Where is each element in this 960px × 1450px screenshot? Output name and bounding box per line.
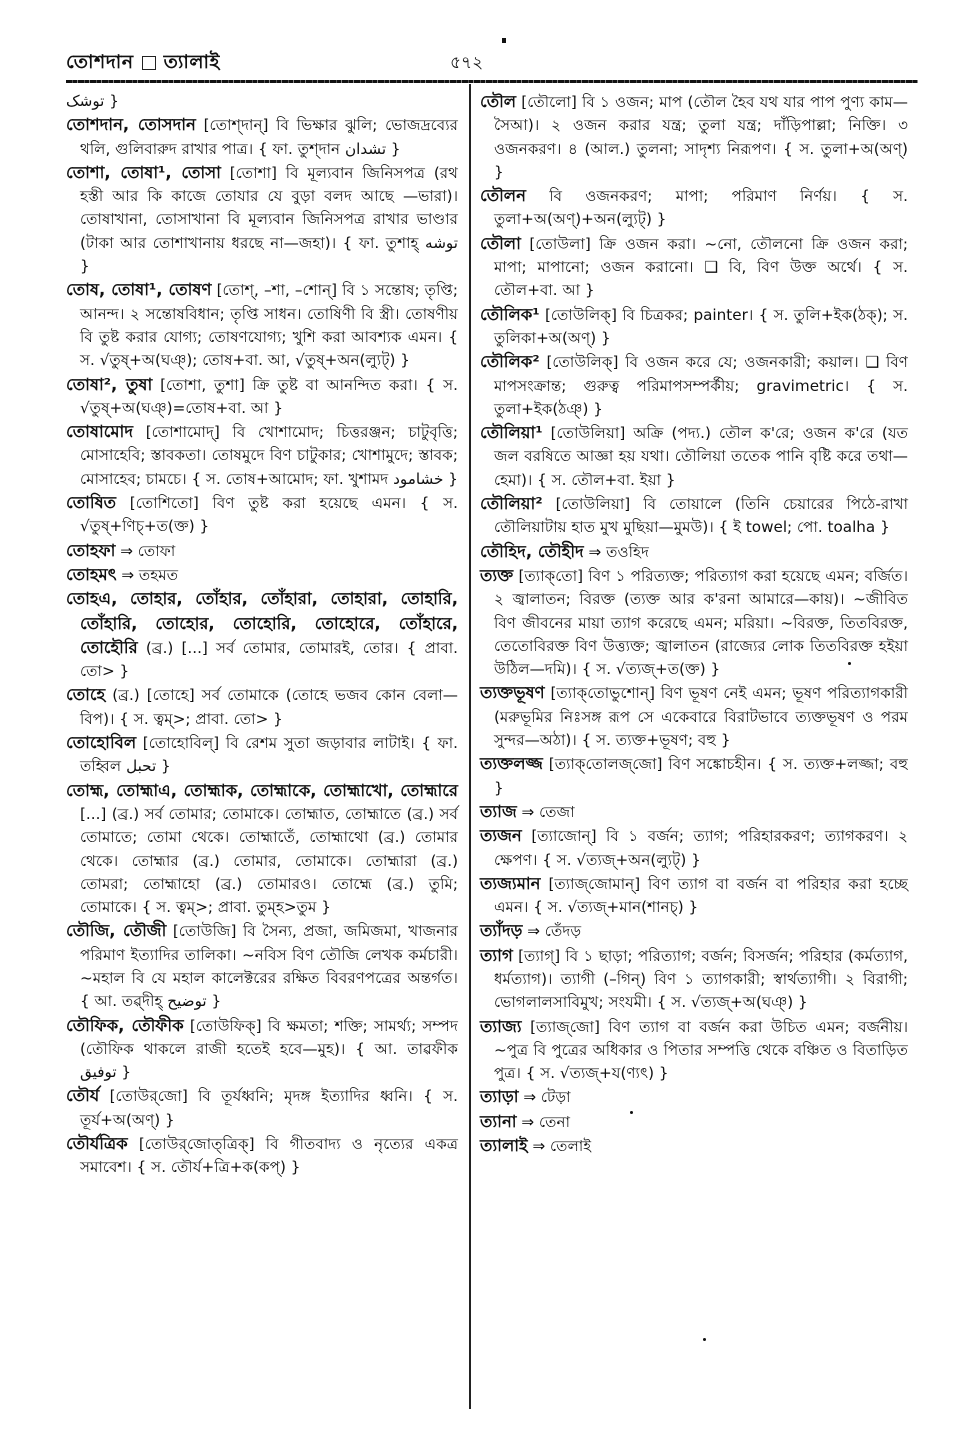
entry-headword: তৌহিদ, তৌহীদ — [480, 541, 584, 561]
dictionary-entry — [480, 492, 908, 540]
guide-word-last: ত্যালাই — [163, 51, 220, 73]
entry-headword: তোহে — [66, 685, 106, 705]
scan-speck — [630, 1111, 633, 1114]
dictionary-entry — [66, 491, 458, 539]
entry-headword: তৌলিক² — [480, 352, 540, 372]
entry-headword: ত্যানা — [480, 1111, 517, 1131]
entry-definition: ⇒ তেজা — [521, 802, 575, 821]
entry-definition: ⇒ তেঁদড় — [527, 922, 582, 941]
dictionary-entry — [480, 184, 908, 232]
entry-definition: [তোশিতো] বিণ তুষ্ট করা হয়েছে এমন। { স. √তুষ্‌+ণিচ্‌+ত(ক্ত) } — [80, 494, 459, 536]
entry-headword: তৌলা — [480, 233, 521, 253]
entry-definition: ⇒ টেড়া — [523, 1088, 571, 1107]
entry-headword: তৌলন — [480, 186, 526, 206]
entry-headword: তোহমৎ — [66, 564, 117, 584]
entry-headword: তৌলিয়া² — [480, 494, 543, 514]
entry-definition: [তোউর্‌জোত্‌ত্রিক্‌] বি গীতবাদ্য ও নৃত্যের একত্র সমাবেশ। { স. তৌর্য+ত্রি+ক(কপ্‌) } — [80, 1135, 459, 1177]
entry-headword: তোহফা — [66, 540, 116, 560]
dictionary-entry — [480, 303, 908, 351]
dictionary-entry — [66, 1084, 458, 1132]
dictionary-entry — [66, 683, 458, 731]
dictionary-entry — [480, 90, 908, 184]
guide-words — [66, 48, 220, 80]
entry-headword: ত্যক্তলজ্জ — [480, 754, 543, 774]
entry-headword: তৌর্যত্রিক — [66, 1134, 128, 1154]
entry-definition: [তোউলিক্‌] বি চিত্রকর; painter। { স. তুলি+ইক(ঠক্‌); স. তুলিকা+অ(অণ্‌) } — [494, 305, 909, 347]
entry-definition: [তোউলিয়া] বি তোয়ালে (তিনি চেয়ারের পিঠে-রাখা তৌলিয়াটায় হাত মুখ মুছিয়া—মুমউ)। { ই towel; পো. toalha } — [494, 495, 908, 537]
dictionary-entry — [66, 919, 458, 1013]
dictionary-entry — [66, 90, 458, 113]
entry-headword: ত্যজন — [480, 826, 522, 846]
dictionary-entry — [480, 232, 908, 303]
dictionary-entry — [66, 779, 458, 920]
dictionary-entry — [66, 373, 458, 421]
entry-definition: ⇒ তোফা — [120, 541, 176, 560]
entry-definition: [ত্যাজ্‌জো] বিণ ত্যাগ বা বর্জন করা উচিত এমন; বর্জনীয়। ~পুত্র বি পুত্রের অধিকার ও পিতার সম্পত্তি থেকে বঞ্চিত ও বিতাড়িত পুত্র। { স. √ত্যজ্‌+য(ণ্যৎ) } — [494, 1017, 908, 1083]
entry-headword: তোষ, তোষা¹, তোষণ — [66, 280, 212, 300]
entry-headword: তোষামোদ — [66, 422, 133, 442]
entry-headword: ত্যক্তভূষণ — [480, 683, 545, 703]
entry-definition: [...] (ব্র.) সর্ব তোমার; তোমাকে। তোহ্মাত, তোহ্মাতে (ব্র.) সর্ব তোমাতে; তোমা থেকে। তোহ্মাতেঁ, তোহ্মাথো (ব্র.) তোমার থেকে। তোহ্মার (ব্র.) তোমার, তোমাকে। তোহ্মারা (ব্র.) তোমরা; তোহ্মাহো (ব্র.) তোমারও। তোহ্মে (ব্র.) তুমি; তোমাকে। { স. ত্বম্‌>; প্রাবা. তুম্হ>তুম } — [80, 804, 458, 917]
entry-headword: ত্যজ্যমান — [480, 873, 541, 893]
dictionary-entry — [480, 681, 908, 752]
entry-definition: ⇒ তেলাই — [532, 1137, 592, 1156]
entry-headword: তোহএ, তোহার, তোঁহার, তোঁহারা, তোহারা, তোহারি, তোঁহারি, তোহোর, তোহোরি, তোহোরে, তোঁহারে, তোহৌরি — [66, 589, 458, 657]
scan-speck — [703, 1338, 706, 1341]
entry-headword: তৌল — [480, 92, 517, 111]
entry-definition: [ত্যাগ্‌] বি ১ ছাড়া; পরিত্যাগ; বর্জন; বিসর্জন; পরিহার (কর্মত্যাগ, ধর্মত্যাগ)। ত্যাগী (–গিন্‌) বিণ ১ ত্যাগকারী; স্বার্থত্যাগী। ২ বিরাগী; ভোগলালসাবিমুখ; সংযমী। { স. √ত্যজ্‌+অ(ঘঞ্‌) } — [494, 946, 909, 1012]
dictionary-entry — [480, 540, 908, 564]
dictionary-entry — [480, 872, 908, 920]
page-number: ৫৭২ — [450, 53, 484, 73]
page-header — [66, 48, 916, 78]
entry-definition: [ত্যাজোন্‌] বি ১ বর্জন; ত্যাগ; পরিহারকরণ; ত্যাগকরণ। ২ ক্ষেপণ। { স. √ত্যজ্‌+অন(ল্যুট্‌) } — [494, 827, 909, 869]
entry-definition: توشک } — [66, 92, 119, 110]
entry-definition: [ত্যাক্‌তোভুশোন্‌] বিণ ভূষণ নেই এমন; ভূষণ পরিত্যাগকারী (মরুভূমির নিঃসঙ্গ রূপ সে একেবারে বিরাটভাবে ত্যক্তভূষণ ও পরম সুন্দর—অঠা)। { স. ত্যক্ত+ভূষণ; বহু } — [494, 684, 908, 750]
entry-definition: [তোশ্‌, –শা, –শোন্‌] বি ১ সন্তোষ; তৃপ্তি; আনন্দ। ২ সন্তোষবিধান; তৃপ্তি সাধন। তোষিণী বি স্ত্রী। তোষণীয় বি তুষ্ট করার যোগ্য; তোষণযোগ্য; খুশি করা আবশ্যক এমন। { স. √তুষ্‌+অ(ঘঞ্‌); তোষ+বা. আ, √তুষ্‌+অন(ল্যুট্‌) } — [80, 281, 459, 370]
entry-definition: [তোশা, তুশা] ক্রি তুষ্ট বা আনন্দিত করা। { স. √তুষ্‌+অ(ঘঞ্‌)=তোষ+বা. আ } — [80, 375, 459, 417]
entry-definition: (ব্র.) [...] সর্ব তোমার, তোমারই, তোর। { প্রাবা. তো> } — [80, 638, 459, 681]
entry-headword: ত্যাঁদড় — [480, 921, 523, 941]
dictionary-entry — [480, 1085, 908, 1109]
entry-headword: তৌজি, তৌজী — [66, 921, 167, 941]
entry-definition: [তোহোবিল্‌] বি রেশম সুতা জড়াবার লাটাই। { ফা. তহ্বিল تحبل } — [80, 734, 458, 776]
dictionary-entry — [480, 1134, 908, 1158]
dictionary-entry — [66, 420, 458, 491]
entry-definition: [তোশা] বি মূল্যবান জিনিসপত্র (রথ হস্তী আর কি কাজে তোযার যে বুড়া বলদ আছে —ভারা)। তোষাখানা, তোসাখানা বি মূল্যবান জিনিসপত্র রাখার ভাণ্ডার (টাকা আর তোশাখানায় ধরছে না—জহা)। { ফা. তুশাহ্‌ توشه } — [80, 163, 458, 276]
right-column — [480, 90, 908, 1158]
entry-definition: [তোশামোদ্‌] বি খোশামোদ; চিত্তরঞ্জন; চাটুবৃত্তি; মোসাহেবি; স্তাবকতা। তোষমুদে বিণ চাটুকার; খোশামুদে; স্তাবক; মোসাহেব; চামচে। { স. তোষ+আমোদ; ফা. খুশামদ خشامود } — [80, 423, 459, 488]
entry-definition: ⇒ তেনা — [521, 1112, 571, 1131]
entry-headword: ত্যালাই — [480, 1136, 528, 1156]
dictionary-entry — [66, 161, 458, 278]
entry-definition: [ত্যাক্‌তোলজ্‌জো] বিণ সঙ্কোচহীন। { স. ত্যক্ত+লজ্জা; বহু } — [494, 755, 909, 797]
entry-headword: ত্যাজ্য — [480, 1016, 522, 1036]
entry-headword: তোষিত — [66, 493, 117, 513]
dictionary-entry — [66, 278, 458, 372]
entry-definition: ⇒ তহমত — [121, 565, 179, 584]
dictionary-entry — [66, 563, 458, 587]
dictionary-entry — [480, 421, 908, 492]
separator-box-icon — [142, 56, 156, 70]
entry-definition: [তোউলিয়া] অক্রি (পদ্য.) তৌল ক'রে; ওজন ক'রে (যত জল বরষিতে আজ্ঞা হয় যথা। তৌলিয়া ততেক পানি বৃষ্টি করে তথা—হেমা)। { স. তৌল+বা. ইয়া } — [494, 424, 908, 489]
dictionary-entry — [480, 800, 908, 824]
entry-definition: [তোউফিক্‌] বি ক্ষমতা; শক্তি; সামর্থ্য; সম্পদ (তৌফিক থাকলে রাজী হতেই হবে—মুহ)। { আ. তাৱফীক توفيق } — [80, 1016, 459, 1082]
entry-headword: তোশদান, তোসদান — [66, 115, 196, 135]
entry-definition: [তোউর্‌জো] বি তূর্যধ্বনি; মৃদঙ্গ ইত্যাদির ধ্বনি। { স. তূর্য+অ(অণ্‌) } — [80, 1087, 458, 1129]
entry-headword: তৌলিয়া¹ — [480, 423, 543, 443]
dictionary-entry — [66, 587, 458, 683]
entry-headword: ত্যক্ত — [480, 565, 514, 585]
dictionary-entry — [480, 919, 908, 943]
header-rule — [66, 80, 918, 83]
dictionary-entry — [480, 824, 908, 872]
scan-speck — [502, 38, 506, 43]
entry-headword: ত্যাগ — [480, 945, 513, 965]
dictionary-entry — [66, 731, 458, 779]
entry-definition: [ত্যাজ্‌জোমান্‌] বিণ ত্যাগ বা বর্জন বা পরিহার করা হচ্ছে এমন। { স. √ত্যজ্‌+মান(শানচ্‌) } — [494, 874, 908, 917]
column-divider — [469, 84, 471, 1409]
entry-headword: তোহ্ম, তোহ্মাএ, তোহ্মাক, তোহ্মাকে, তোহ্মাখো, তোহ্মারে — [66, 780, 458, 800]
dictionary-entry — [480, 350, 908, 421]
entry-headword: ত্যাজ — [480, 801, 517, 821]
dictionary-entry — [66, 1014, 458, 1085]
entry-definition: (ব্র.) [তোহে] সর্ব তোমাকে (তোহে ভজব কোন বেলা—বিপ)। { স. ত্বম্‌>; প্রাবা. তো> } — [80, 686, 458, 728]
entry-headword: তৌফিক, তৌফীক — [66, 1015, 184, 1035]
entry-headword: ত্যাড়া — [480, 1087, 519, 1107]
dictionary-entry — [66, 539, 458, 563]
dictionary-entry — [480, 752, 908, 800]
entry-definition: [তোউলা] ক্রি ওজন করা। ~নো, তৌলনো ক্রি ওজন করা; মাপা; মাপানো; ওজন করানো। ❑ বি, বিণ উক্ত অর্থে। { স. তৌল+বা. আ } — [494, 234, 909, 300]
entry-headword: তোহোবিল — [66, 733, 137, 753]
entry-definition: বি ওজনকরণ; মাপা; পরিমাণ নির্ণয়। { স. তুলা+অ(অণ্‌)+অন(ল্যুট্‌) } — [494, 187, 908, 229]
guide-word-first: তোশদান — [66, 51, 134, 73]
dictionary-entry — [480, 564, 908, 681]
dictionary-entry — [480, 1015, 908, 1086]
left-column — [66, 90, 458, 1180]
entry-definition: ⇒ তওহিদ — [588, 542, 649, 561]
entry-headword: তৌর্য — [66, 1086, 100, 1106]
dictionary-entry — [66, 113, 458, 161]
entry-definition: [ত্যাক্‌তো] বিণ ১ পরিত্যক্ত; পরিত্যাগ করা হয়েছে এমন; বর্জিত। ২ জ্বালাতন; বিরক্ত (ত্যক্ত আর ক'রনা আমারে—কায়)। ~জীবিত বিণ জীবনের মায়া ত্যাগ করেছে এমন; মরিয়া। ~বিরক্ত, তিতবিরক্ত, তেতোবিরক্ত বিণ উত্ত্যক্ত; জ্বালাতন (রাজ্যের লোক তিতবিরক্ত হইয়া উঠিল—দমি)। { স. √ত্যজ্‌+ত(ক্ত) } — [494, 566, 908, 679]
dictionary-entry — [480, 944, 908, 1015]
dictionary-entry — [480, 1110, 908, 1134]
dictionary-entry — [66, 1132, 458, 1180]
scan-speck — [848, 662, 851, 665]
entry-definition: [তৌলো] বি ১ ওজন; মাপ (তৌল হৈব যথ যার পাপ পুণ্য কাম—সৈআ)। ২ ওজন করার যন্ত্র; তুলা যন্ত্র; দাঁড়িপাল্লা; নিক্তি। ৩ ওজনকরণ। ৪ (আল.) তুলনা; সাদৃশ্য নিরূপণ। { স. তুলা+অ(অণ্‌) } — [494, 93, 908, 181]
entry-headword: তৌলিক¹ — [480, 304, 540, 324]
entry-definition: [তোউজি] বি সৈন্য, প্রজা, জমিজমা, খাজনার পরিমাণ ইত্যাদির তালিকা। ~নবিস বিণ তৌজি লেখক কর্মচারী। ~মহাল বি যে মহাল কালেক্টরের রক্ষিত বিবরণপত্রের অন্তর্গত। { আ. তৱ্‌দীহ্‌ توضيح } — [80, 922, 459, 1011]
entry-headword: তোশা, তোষা¹, তোসা — [66, 162, 221, 182]
entry-definition: [তোউলিক্‌] বি ওজন করে যে; ওজনকারী; কয়াল। ❑ বিণ মাপসংক্রান্ত; গুরুত্ব পরিমাপসম্পর্কীয়; gravimetric। { স. তুলা+ইক(ঠঞ্‌) } — [494, 353, 908, 418]
entry-headword: তোষা², তুষা — [66, 374, 153, 394]
entry-definition: [তোশ্‌দান্‌] বি ভিক্ষার ঝুলি; ভোজদ্রব্যের থলি, গুলিবারুদ রাখার পাত্র। { ফা. তুশ্‌দান تشدان } — [80, 116, 458, 158]
